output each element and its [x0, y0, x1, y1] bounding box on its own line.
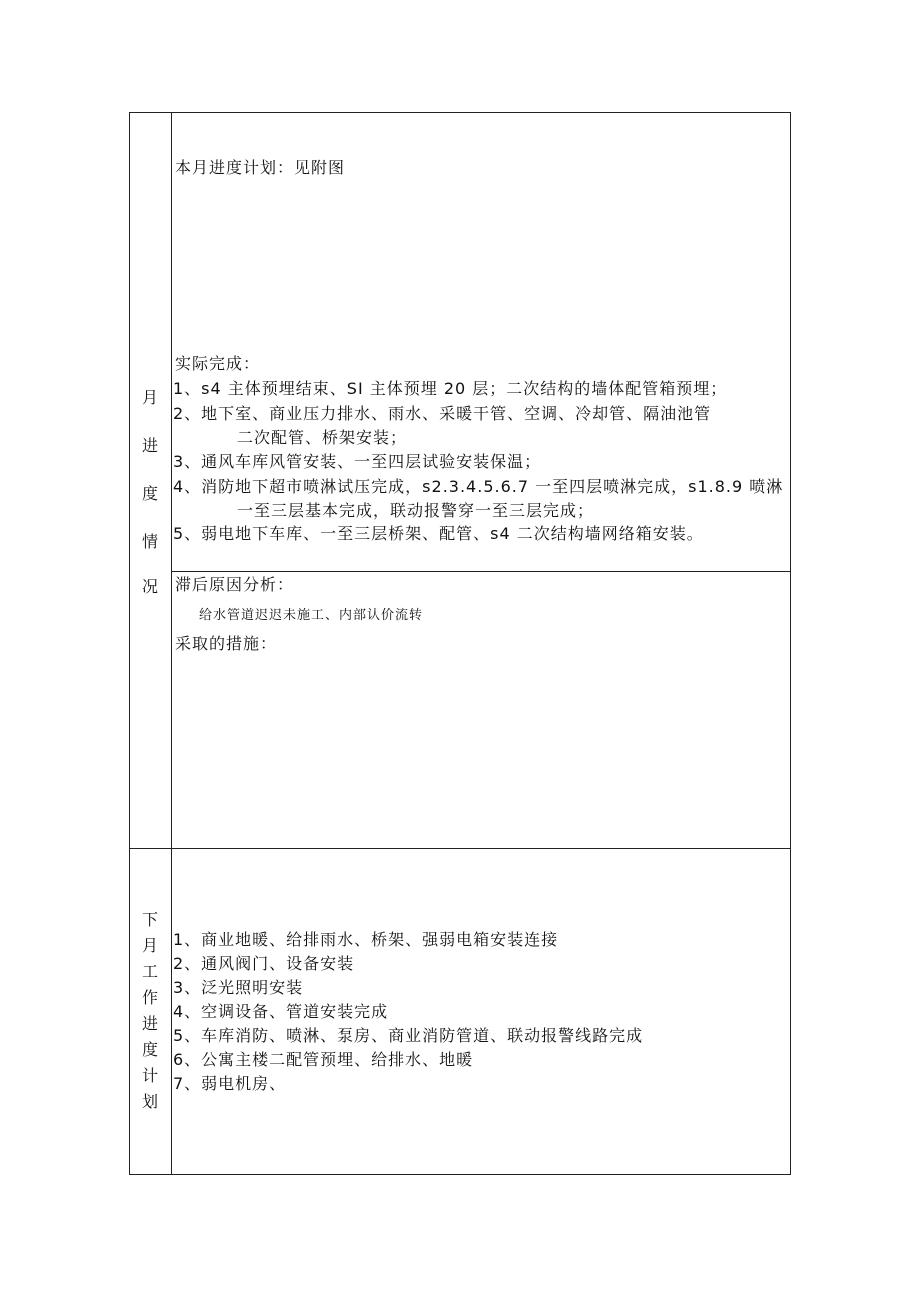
- next-month-item: 6、公寓主楼二配管预埋、给排水、地暖: [173, 1050, 474, 1069]
- next-month-item: 2、通风阀门、设备安装: [173, 954, 355, 973]
- side-label-char: 月: [141, 936, 158, 955]
- monthly-plan-line: 本月进度计划：见附图: [175, 158, 346, 177]
- side-label-char: 月: [141, 388, 158, 407]
- side-label-char: 度: [141, 1040, 158, 1059]
- actual-item: 1、s4 主体预埋结束、SI 主体预埋 20 层；二次结构的墙体配管箱预埋；: [173, 379, 728, 398]
- measures-title: 采取的措施：: [175, 634, 278, 653]
- side-label-char: 划: [141, 1092, 158, 1111]
- side-label-char: 况: [141, 577, 158, 596]
- delay-analysis-title: 滞后原因分析：: [175, 575, 295, 594]
- next-month-item: 3、泛光照明安装: [173, 978, 304, 997]
- delay-analysis-text: 给水管道迟迟未施工、内部认价流转: [199, 608, 424, 623]
- side-label-char: 作: [141, 988, 158, 1007]
- side-label-char: 工: [141, 962, 158, 981]
- side-label-char: 计: [141, 1066, 158, 1085]
- row-divider-actual-delay: [171, 571, 791, 572]
- actual-item: 5、弱电地下车库、一至三层桥架、配管、s4 二次结构墙网络箱安装。: [173, 524, 704, 543]
- next-month-item: 1、商业地暖、给排雨水、桥架、强弱电箱安装连接: [173, 930, 559, 949]
- label-column-divider: [171, 112, 172, 1175]
- next-month-item: 4、空调设备、管道安装完成: [173, 1002, 389, 1021]
- side-label-char: 进: [141, 1014, 158, 1033]
- actual-item-continued: 一至三层基本完成，联动报警穿一至三层完成；: [237, 501, 595, 520]
- next-month-item: 7、弱电机房、: [173, 1074, 287, 1093]
- row-divider-next-month: [129, 848, 791, 849]
- actual-item: 3、通风车库风管安装、一至四层试验安装保温；: [173, 452, 542, 471]
- side-label-char: 下: [141, 910, 158, 929]
- side-label-char: 进: [141, 436, 158, 455]
- actual-item-continued: 二次配管、桥架安装；: [237, 428, 408, 447]
- next-month-item: 5、车库消防、喷淋、泵房、商业消防管道、联动报警线路完成: [173, 1026, 644, 1045]
- actual-item: 4、消防地下超市喷淋试压完成，s2.3.4.5.6.7 一至四层喷淋完成，s1.8.9 喷淋: [173, 477, 784, 496]
- side-label-char: 度: [141, 484, 158, 503]
- side-label-char: 情: [141, 532, 158, 551]
- actual-item: 2、地下室、商业压力排水、雨水、采暖干管、空调、冷却管、隔油池管: [173, 404, 712, 423]
- actual-completion-title: 实际完成：: [175, 354, 261, 373]
